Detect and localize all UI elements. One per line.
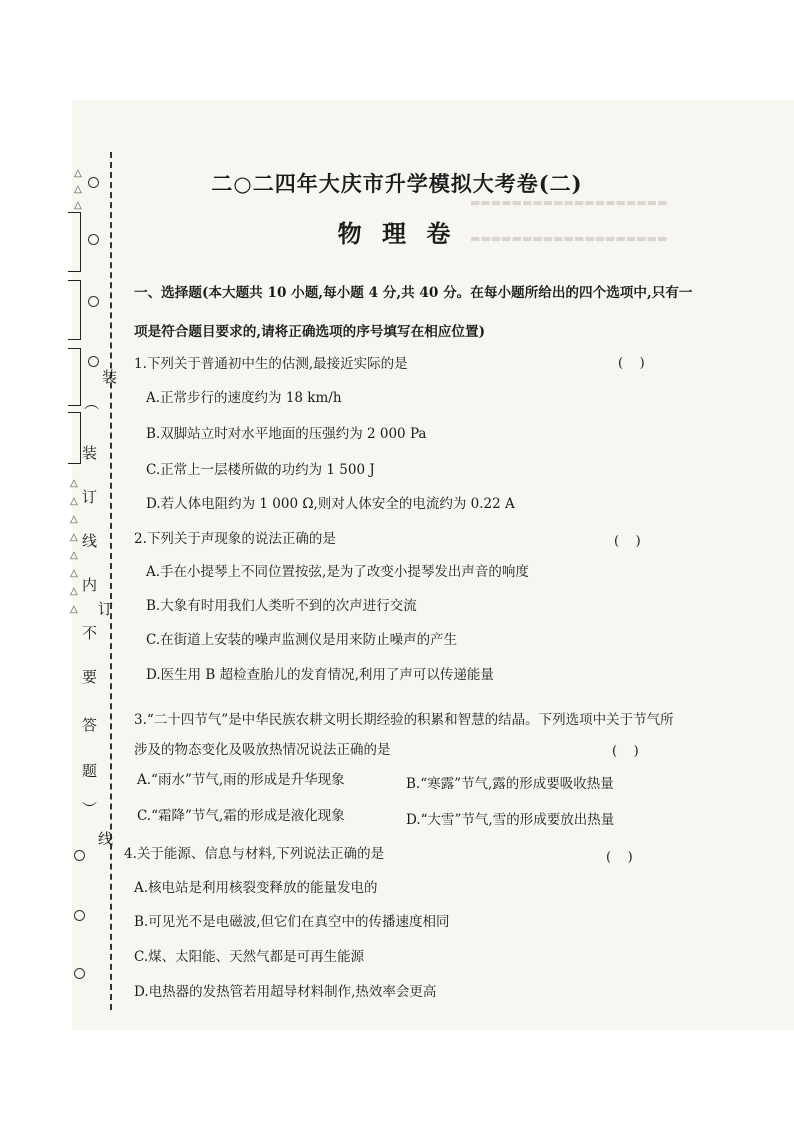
option: C.正常上一层楼所做的功约为 1 500 J xyxy=(146,462,375,478)
option: B.可见光不是电磁波,但它们在真空中的传播速度相同 xyxy=(134,914,450,930)
binding-label-xian: 线 xyxy=(98,830,114,848)
binding-hole-icon xyxy=(74,968,85,979)
option: C.在街道上安装的噪声监测仪是用来防止噪声的产生 xyxy=(146,632,458,648)
option: A.手在小提琴上不同位置按弦,是为了改变小提琴发出声音的响度 xyxy=(146,564,529,580)
triangle-mark: △ xyxy=(74,168,82,179)
bracket-open: ︵ xyxy=(84,394,100,412)
subject-title: 物 理 卷 xyxy=(337,219,457,248)
binding-hole-icon xyxy=(74,850,85,861)
section-heading: 一、选择题(本大题共 10 小题,每小题 4 分,共 40 分。在每小题所给出的四个选项中,只有一 xyxy=(134,285,693,301)
triangle-mark: △ xyxy=(70,532,78,543)
triangle-mark: △ xyxy=(70,496,78,507)
bleed-through: ▬▬▬▬▬▬▬▬▬▬▬▬▬▬▬▬▬▬▬ xyxy=(470,196,668,209)
triangle-mark: △ xyxy=(74,184,82,195)
option: B.“寒露”节气,露的形成要吸收热量 xyxy=(406,776,614,792)
option: D.若人体电阻约为 1 000 Ω,则对人体安全的电流约为 0.22 A xyxy=(146,496,515,512)
triangle-mark: △ xyxy=(70,478,78,489)
notice-char: 答 xyxy=(82,716,98,734)
option: A.正常步行的速度约为 18 km/h xyxy=(146,390,342,406)
answer-paren: ( ) xyxy=(612,744,639,759)
option: A.核电站是利用核裂变释放的能量发电的 xyxy=(134,880,378,896)
triangle-mark: △ xyxy=(70,568,78,579)
question-stem: 1.下列关于普通初中生的估测,最接近实际的是 xyxy=(134,356,408,372)
option: D.“大雪”节气,雪的形成要放出热量 xyxy=(406,812,615,828)
notice-char: 线 xyxy=(82,532,98,550)
option: B.双脚站立时对水平地面的压强约为 2 000 Pa xyxy=(146,426,427,442)
binding-hole-icon xyxy=(88,356,99,367)
option: D.电热器的发热管若用超导材料制作,热效率会更高 xyxy=(134,984,437,1000)
binding-label-ding: 订 xyxy=(98,600,114,618)
answer-paren: ( ) xyxy=(614,534,641,549)
info-box xyxy=(68,280,81,340)
exam-title: 二○二四年大庆市升学模拟大考卷(二) xyxy=(211,171,583,196)
notice-char: 要 xyxy=(82,668,98,686)
option: C.煤、太阳能、天然气都是可再生能源 xyxy=(134,949,365,965)
bracket-close: ︶ xyxy=(82,800,98,818)
option: D.医生用 B 超检查胎儿的发育情况,利用了声可以传递能量 xyxy=(146,667,494,683)
option: A.“雨水”节气,雨的形成是升华现象 xyxy=(137,772,345,788)
option: B.大象有时用我们人类听不到的次声进行交流 xyxy=(146,598,417,614)
question-stem: 2.下列关于声现象的说法正确的是 xyxy=(134,531,336,547)
question-stem: 3.“二十四节气”是中华民族农耕文明长期经验的积累和智慧的结晶。下列选项中关于节气所 xyxy=(134,712,674,728)
section-heading: 项是符合题目要求的,请将正确选项的序号填写在相应位置) xyxy=(134,324,486,340)
bleed-through: ▬▬▬▬▬▬▬▬▬▬▬▬▬▬▬▬▬▬▬ xyxy=(470,232,668,245)
notice-char: 不 xyxy=(82,624,98,642)
triangle-mark: △ xyxy=(74,200,82,211)
notice-char: 订 xyxy=(82,488,98,506)
info-box xyxy=(68,412,81,464)
binding-hole-icon xyxy=(88,296,99,307)
notice-char: 题 xyxy=(82,762,98,780)
binding-margin xyxy=(60,150,120,1020)
answer-paren: ( ) xyxy=(618,356,645,371)
triangle-mark: △ xyxy=(70,550,78,561)
binding-label-zhuang: 装 xyxy=(82,444,98,462)
triangle-mark: △ xyxy=(70,586,78,597)
triangle-mark: △ xyxy=(70,604,78,615)
option: C.“霜降”节气,霜的形成是液化现象 xyxy=(137,808,345,824)
binding-label-zhuang: 装 xyxy=(102,368,118,386)
info-box xyxy=(68,348,81,406)
binding-hole-icon xyxy=(74,910,85,921)
question-stem: 4.关于能源、信息与材料,下列说法正确的是 xyxy=(124,846,385,862)
answer-paren: ( ) xyxy=(606,850,633,865)
notice-char: 内 xyxy=(82,576,98,594)
question-stem: 涉及的物态变化及吸放热情况说法正确的是 xyxy=(134,742,391,758)
triangle-mark: △ xyxy=(70,514,78,525)
